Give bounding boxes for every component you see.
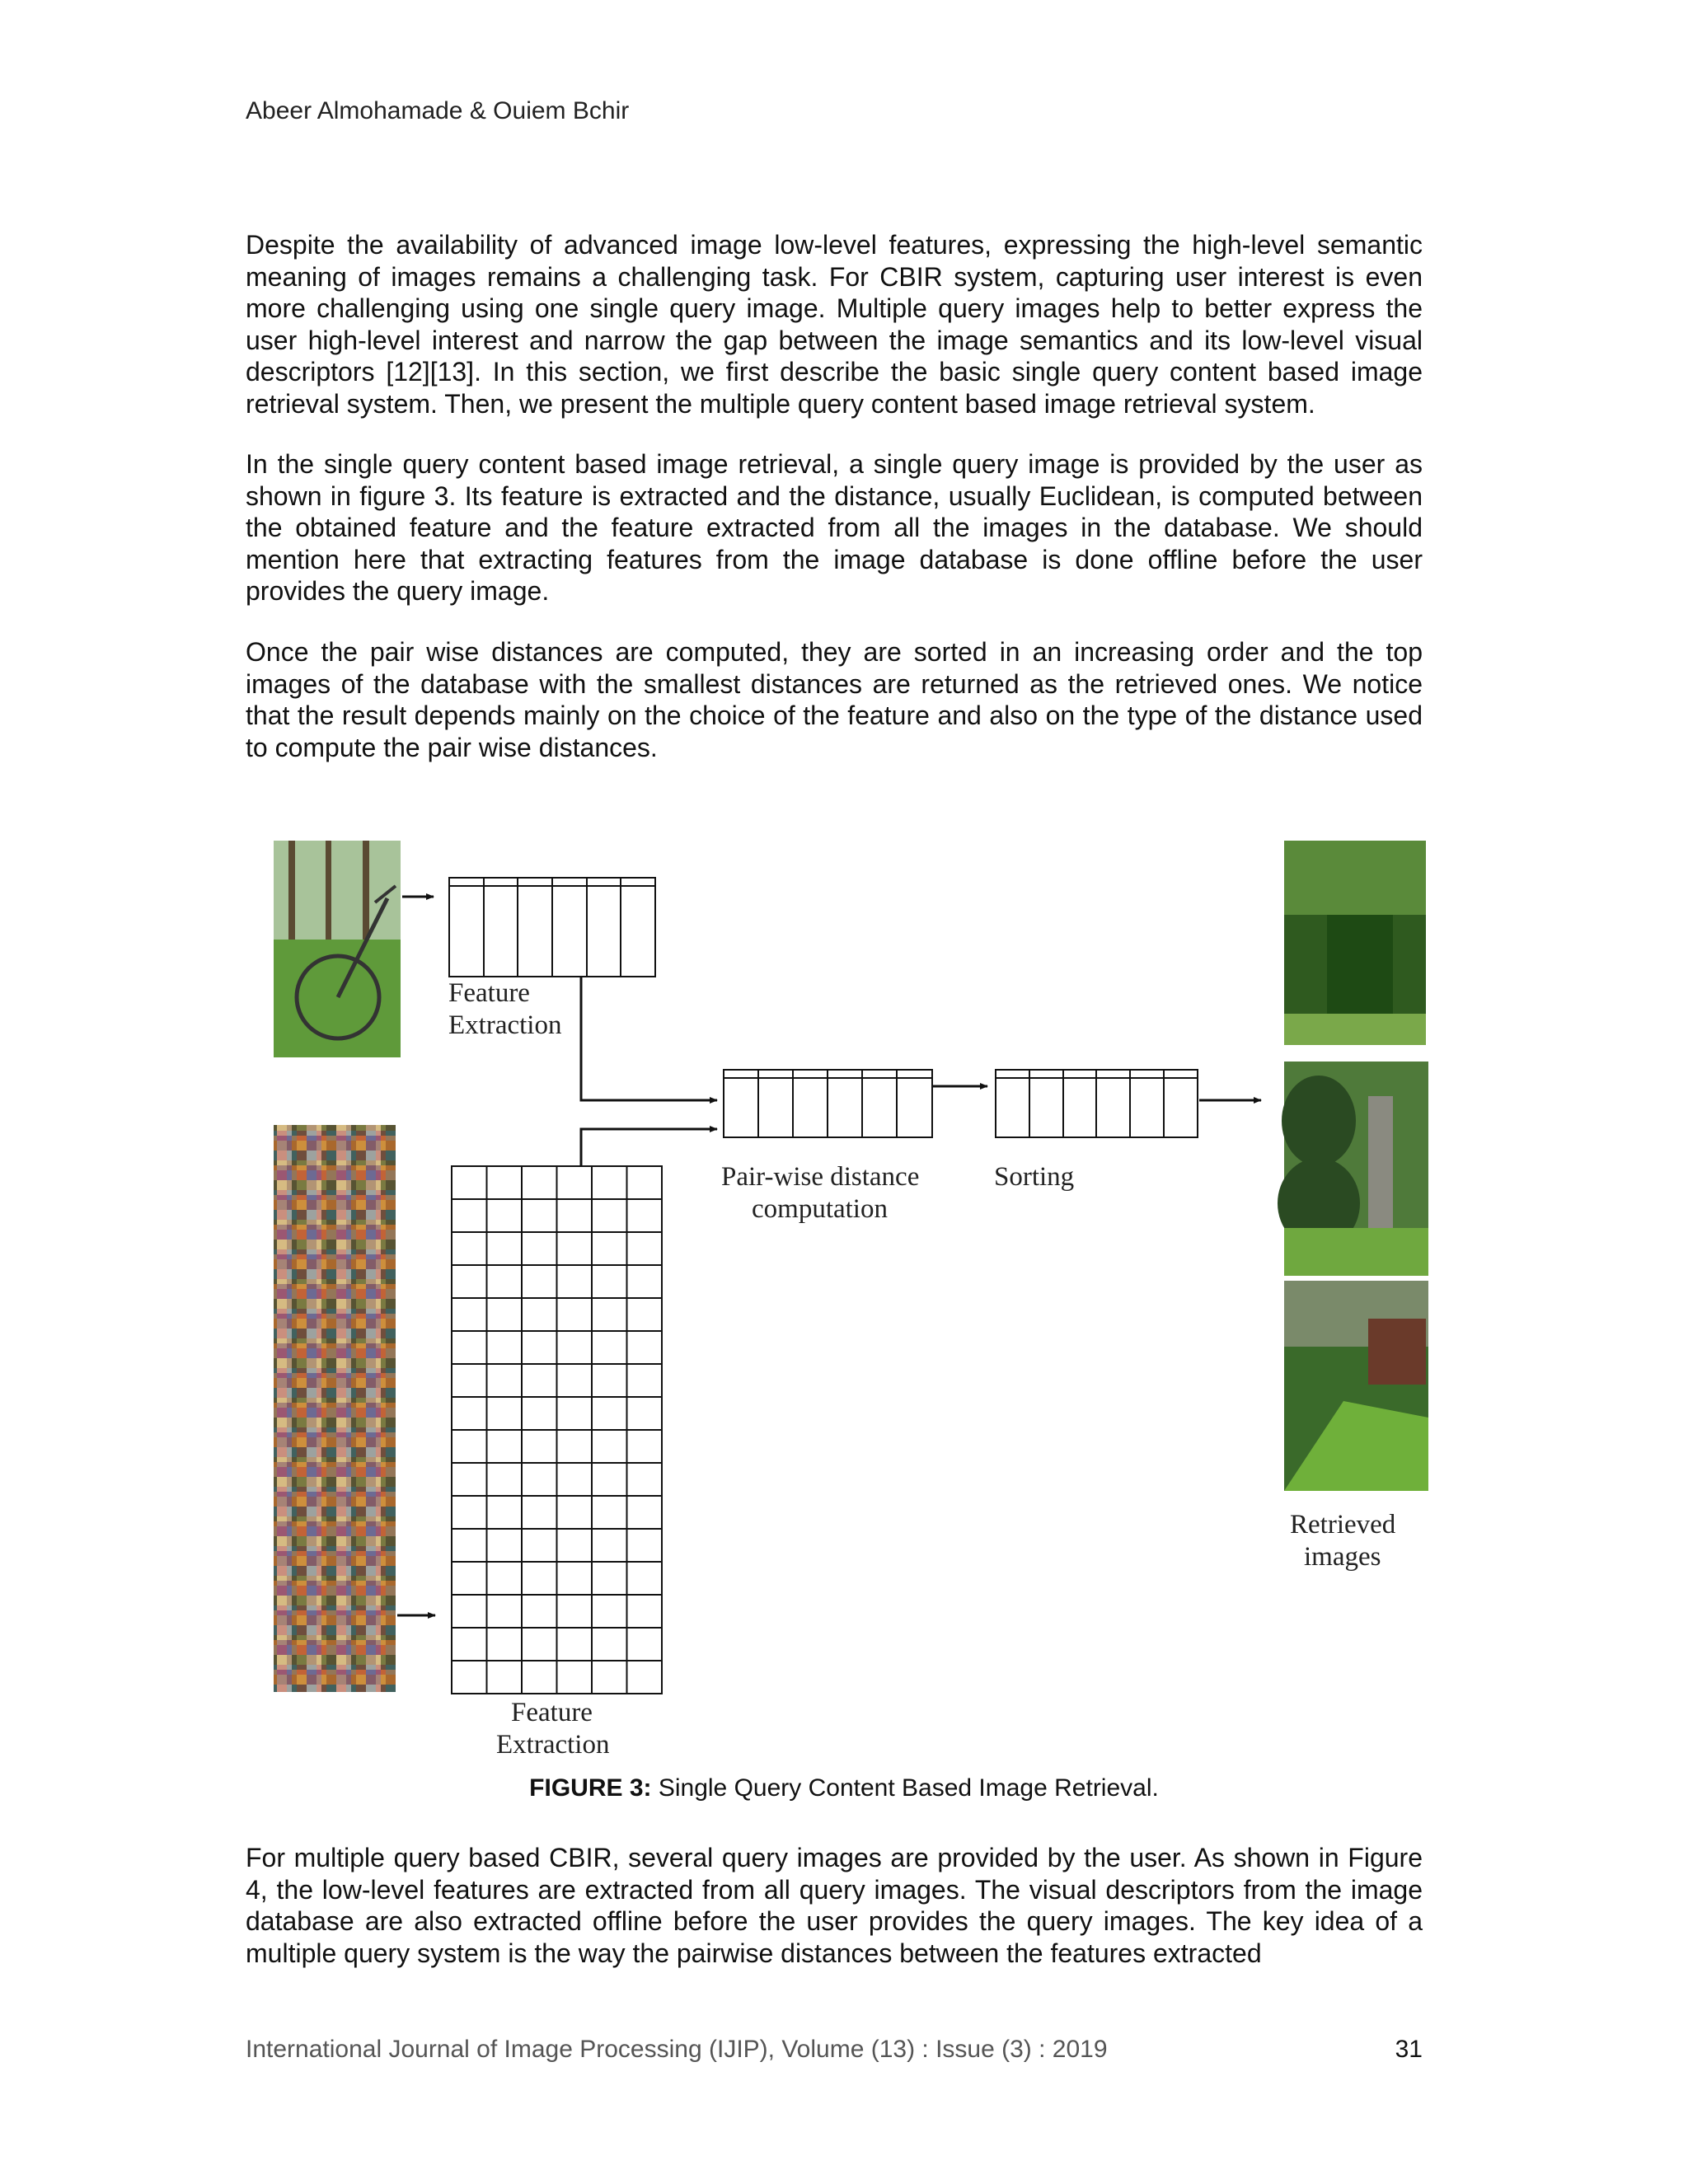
query-feature-vector bbox=[449, 878, 655, 977]
footer-page-number: 31 bbox=[1395, 2036, 1423, 2063]
paragraph-sorting: Once the pair wise distances are computed, they are sorted in an increasing order and the top images of the database with the smallest distances are returned as the retrieved ones. We notice that the result depends mainly on the choice of the feature and also on the type of the distance used to compute the pair wise distances. bbox=[246, 637, 1423, 762]
pairwise-distance-vector bbox=[724, 1070, 932, 1137]
figure-caption-text: Single Query Content Based Image Retrieval. bbox=[651, 1774, 1159, 1802]
label-pairwise-1: Pair-wise distance bbox=[721, 1162, 920, 1192]
query-image bbox=[274, 841, 401, 1057]
image-database-mosaic bbox=[274, 1125, 396, 1692]
paragraph-intro: Despite the availability of advanced image low-level features, expressing the high-level semantic meaning of images remains a challenging task. For CBIR system, capturing user interest is even more challenging using one single query image. Multiple query images help to better express the user high-level interest and narrow the gap between the image semantics and its low-level visual descriptors [12][13]. In this section, we first describe the basic single query content based image retrieval system. Then, we present the multiple query content based image retrieval system. bbox=[246, 230, 1423, 419]
running-head-authors: Abeer Almohamade & Ouiem Bchir bbox=[246, 97, 630, 124]
label-feature-extraction-top-1: Feature bbox=[448, 978, 530, 1008]
retrieved-image-3 bbox=[1284, 1281, 1428, 1491]
label-retrieved-2: images bbox=[1304, 1542, 1381, 1572]
figure-3-diagram bbox=[247, 824, 1451, 1755]
retrieved-image-1 bbox=[1284, 841, 1426, 1045]
paragraph-multiple-query: For multiple query based CBIR, several query images are provided by the user. As shown in Figure 4, the low-level features are extracted from all query images. The visual descriptors from the image database are also extracted offline before the user provides the query images. The key idea of a multiple query system is the way the pairwise distances between the features extracted bbox=[246, 1843, 1423, 1968]
label-feature-extraction-bottom-2: Extraction bbox=[496, 1730, 610, 1755]
sorting-vector bbox=[996, 1070, 1198, 1137]
label-sorting: Sorting bbox=[994, 1162, 1075, 1192]
label-feature-extraction-bottom-1: Feature bbox=[511, 1698, 593, 1727]
database-feature-matrix bbox=[452, 1166, 662, 1694]
label-retrieved-1: Retrieved bbox=[1290, 1510, 1396, 1540]
footer-journal: International Journal of Image Processing (IJIP), Volume (13) : Issue (3) : 2019 bbox=[246, 2036, 1108, 2063]
cbir-diagram-svg bbox=[247, 824, 1451, 1755]
figure-caption bbox=[0, 1774, 1688, 1802]
label-pairwise-2: computation bbox=[752, 1194, 888, 1224]
label-feature-extraction-top-2: Extraction bbox=[448, 1010, 562, 1040]
paragraph-single-query: In the single query content based image retrieval, a single query image is provided by the user as shown in figure 3. Its feature is extracted and the distance, usually Euclidean, is computed between the obtained feature and the feature extracted from all the images in the database. We should mention here that extracting features from the image database is done offline before the user provides the query image. bbox=[246, 449, 1423, 606]
retrieved-image-2 bbox=[1278, 1062, 1428, 1276]
figure-caption-label: FIGURE 3: bbox=[529, 1774, 652, 1802]
